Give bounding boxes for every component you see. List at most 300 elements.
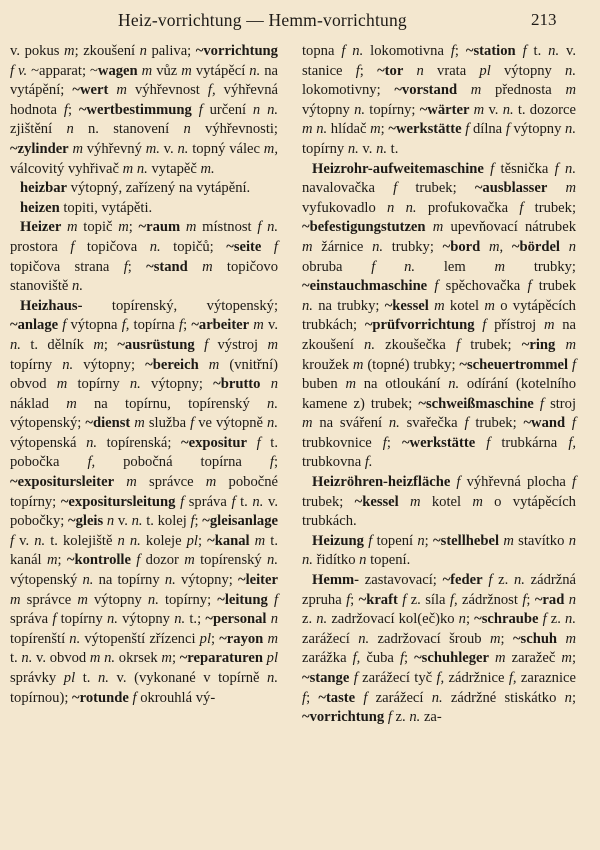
translation-text: místnost <box>196 219 258 236</box>
grammar-label: m <box>208 356 220 373</box>
running-head: Heiz-vorrichtung — Hemm-vorrichtung <box>118 10 407 30</box>
translation-text: , <box>499 238 512 255</box>
translation-text: profukovačka <box>416 199 520 216</box>
headword: ~rad <box>534 591 565 608</box>
translation-text: řidítko <box>312 552 360 569</box>
grammar-label: f <box>179 317 184 334</box>
grammar-label: n <box>183 121 191 138</box>
translation-text: správce <box>20 591 78 608</box>
translation-text: v. (vykonané v topírně <box>108 670 268 686</box>
translation-text: na vytápění; <box>10 62 278 99</box>
grammar-label: f <box>198 101 203 118</box>
translation-text: lokomotivna <box>363 43 451 59</box>
translation-text: trubkárna <box>490 434 569 451</box>
translation-text: ; <box>171 650 180 667</box>
grammar-label: f <box>346 591 351 608</box>
grammar-label: n. <box>177 140 189 157</box>
headword: ~stellhebel <box>433 532 500 549</box>
translation-text <box>403 63 416 79</box>
translation-text <box>547 180 565 196</box>
translation-text: trubek; <box>523 199 576 216</box>
grammar-label: m <box>489 630 501 647</box>
grammar-label: f <box>231 493 236 510</box>
translation-text: z. síla <box>406 591 450 608</box>
translation-text: spěchovačka <box>438 278 528 295</box>
translation-text: zarážecí <box>367 689 432 706</box>
grammar-label: n. <box>358 630 370 647</box>
grammar-label: f <box>450 43 455 59</box>
translation-text: stroj <box>543 395 577 412</box>
grammar-label: n. <box>149 238 161 255</box>
translation-text: topič <box>77 219 119 236</box>
grammar-label: n. <box>69 630 81 647</box>
headword: ~leiter <box>238 572 278 589</box>
grammar-label: n <box>458 611 466 628</box>
grammar-label: f v. <box>10 62 28 79</box>
grammar-label: m <box>473 101 485 118</box>
headword: ~werkstätte <box>388 121 462 138</box>
translation-text <box>199 357 209 373</box>
translation-text <box>247 435 257 451</box>
grammar-label: m n. <box>89 650 116 667</box>
headword: heizen <box>20 199 60 216</box>
grammar-label: f <box>522 591 527 608</box>
headword: Heizröhren-heizfläche <box>312 474 451 491</box>
grammar-label: f n. <box>341 43 364 59</box>
translation-text <box>192 102 199 118</box>
headword: ~taste <box>318 689 356 706</box>
translation-text: vrata <box>423 62 480 79</box>
headword: ~schraube <box>474 611 539 628</box>
grammar-label: f <box>382 434 387 451</box>
grammar-label: m <box>93 336 104 353</box>
translation-text: topičů; <box>160 238 227 255</box>
grammar-label: n. <box>62 356 74 373</box>
translation-text: správa <box>10 611 53 628</box>
headword: ~seite <box>226 238 262 255</box>
grammar-label: n. <box>129 376 141 393</box>
translation-text: výtopenský <box>10 572 83 589</box>
grammar-label: m <box>77 591 88 608</box>
grammar-label: f <box>269 454 274 471</box>
translation-text: v. obvod <box>32 650 90 667</box>
grammar-label: f <box>387 709 392 726</box>
translation-text: v. stanice <box>302 43 577 79</box>
grammar-label: m n. <box>302 121 328 138</box>
translation-text: na trubky; <box>312 297 385 314</box>
translation-text: trubek; <box>397 180 475 197</box>
translation-text: ; <box>211 630 220 647</box>
grammar-label: pl <box>266 650 279 667</box>
translation-text: ; <box>57 552 67 569</box>
headword: Heizhaus- <box>20 297 83 314</box>
grammar-label: m <box>202 258 213 275</box>
grammar-label: f n. <box>554 160 576 177</box>
translation-text: z. <box>302 611 317 628</box>
headword: ~vorrichtung <box>302 709 385 726</box>
translation-text: ; <box>194 513 203 530</box>
grammar-label: f <box>204 336 209 353</box>
grammar-label: f, <box>121 317 130 334</box>
translation-text: ve výtopně <box>194 415 268 432</box>
headword: ~anlage <box>10 317 59 334</box>
translation-text: ; <box>359 62 378 79</box>
grammar-label: n. <box>364 336 375 353</box>
grammar-label: m <box>565 336 577 353</box>
headword: ~wand <box>523 415 566 432</box>
grammar-label: m <box>345 376 356 393</box>
translation-text: ; <box>306 689 319 706</box>
translation-text: v. <box>358 140 377 157</box>
grammar-label: n. <box>249 62 261 79</box>
grammar-label: f <box>482 317 487 334</box>
headword: Heizung <box>312 532 364 549</box>
headword: ~zylinder <box>10 140 69 157</box>
grammar-label: n. <box>131 513 143 530</box>
grammar-label: f <box>353 670 358 686</box>
translation-text: zarážecí tyč <box>357 670 437 686</box>
translation-text: žárnice <box>312 238 373 255</box>
grammar-label: n. <box>302 297 313 314</box>
translation-text: výhřevnosti; <box>190 121 278 138</box>
translation-text: zádržné stiskátko <box>442 689 565 706</box>
grammar-label: n. <box>147 591 159 608</box>
grammar-label: f <box>456 474 461 491</box>
translation-text: na topírnu, topírenský <box>76 395 268 412</box>
translation-text: buben <box>302 376 346 393</box>
translation-text: topení. <box>366 552 411 569</box>
grammar-label: m <box>565 180 577 197</box>
headword: ~wärter <box>419 101 470 118</box>
grammar-label: m <box>302 238 313 255</box>
headword: ~personal <box>205 611 267 628</box>
grammar-label: m <box>56 376 68 393</box>
entry-continuation <box>10 42 278 179</box>
grammar-label: f <box>399 650 404 667</box>
translation-text: okrouhlá vý- <box>136 689 216 706</box>
headword: ~dienst <box>85 415 131 432</box>
grammar-label: f <box>355 62 360 79</box>
grammar-label: n. <box>267 552 278 569</box>
translation-text: vyfukovadlo <box>302 199 388 216</box>
grammar-label: m <box>494 258 506 275</box>
grammar-label: n. <box>86 434 98 451</box>
translation-text: výtopny <box>117 611 175 628</box>
grammar-label: f <box>368 532 373 549</box>
grammar-label: f <box>539 395 544 412</box>
headword: ~werkstätte <box>401 434 476 451</box>
headword: ~ausblasser <box>474 180 548 197</box>
headword: ~kanal <box>207 532 250 549</box>
grammar-label: m, <box>263 140 278 157</box>
headword: ~gleisanlage <box>202 513 278 530</box>
grammar-label: n. <box>354 101 366 118</box>
grammar-label: n <box>564 689 572 706</box>
dictionary-entry <box>10 297 278 708</box>
translation-text <box>560 239 569 255</box>
grammar-label: m <box>161 650 172 667</box>
translation-text <box>555 337 565 353</box>
grammar-label: n. <box>267 395 278 412</box>
headword: ~kontrolle <box>66 552 131 569</box>
grammar-label: n <box>270 376 278 393</box>
headword: ~schuh <box>512 630 558 647</box>
translation-text: lem <box>415 258 495 275</box>
translation-text: ; <box>571 650 576 667</box>
translation-text: zastavovací; <box>359 572 443 589</box>
translation-text: těsnička <box>494 160 555 177</box>
grammar-label: f <box>190 513 195 530</box>
translation-text: ; <box>380 121 389 138</box>
grammar-label: f <box>63 101 68 118</box>
translation-text: ; <box>197 532 208 549</box>
headword: ~vorrichtung <box>195 43 278 59</box>
translation-text: výtopenská <box>10 434 87 451</box>
translation-text: o vytápěcích trubkách; <box>302 297 576 334</box>
grammar-label: m <box>432 219 444 236</box>
translation-text: obruba <box>302 258 372 275</box>
translation-text: válcovitý vyhřivač <box>10 160 123 177</box>
translation-text: zádržnost <box>457 591 523 608</box>
headword: ~bord <box>442 238 481 255</box>
grammar-label: f <box>402 591 407 608</box>
headword: heizbar <box>20 180 68 197</box>
grammar-label: n. <box>565 62 576 79</box>
grammar-label: n. <box>267 670 278 686</box>
grammar-label: n n. <box>117 532 141 549</box>
grammar-label: m <box>181 62 192 79</box>
grammar-label: f, <box>87 454 96 471</box>
grammar-label: pl <box>199 630 212 647</box>
translation-text: správce <box>136 474 206 491</box>
translation-text: dozor <box>140 552 185 569</box>
translation-text: o vytápěcích trubkách. <box>302 493 576 530</box>
grammar-label: f <box>363 689 368 706</box>
grammar-label: n. <box>10 336 21 353</box>
grammar-label: m <box>472 493 483 510</box>
translation-text: topírenský, výtopenský; <box>82 297 278 314</box>
grammar-label: f <box>464 415 469 432</box>
grammar-label: f <box>571 474 576 491</box>
translation-text: topení <box>372 532 418 549</box>
headword: ~scheuertrommel <box>459 356 569 373</box>
translation-text: topný válec <box>188 140 264 157</box>
translation-text: lokomotivny; <box>302 82 395 99</box>
grammar-label: m <box>410 493 421 510</box>
translation-text <box>261 239 274 255</box>
grammar-label: m <box>495 650 506 667</box>
entry-continuation <box>302 42 576 160</box>
translation-text: t. kolejiště <box>45 532 118 549</box>
grammar-label: m <box>543 317 555 334</box>
headword: ~tor <box>377 62 404 79</box>
translation-text: topírna <box>129 317 180 334</box>
translation-text: na zkoušení <box>302 317 576 353</box>
translation-text: určení <box>202 101 253 118</box>
grammar-label: n. <box>106 611 118 628</box>
right-column <box>302 42 576 728</box>
translation-text: topiti, vytápěti. <box>59 199 153 216</box>
grammar-label: f <box>273 591 278 608</box>
grammar-label: n. <box>347 140 359 157</box>
translation-text: trubek; <box>468 415 524 432</box>
translation-text: topírenský <box>194 552 268 569</box>
translation-text: trubek; <box>302 493 355 510</box>
translation-text <box>475 435 486 451</box>
translation-text: topírny <box>56 611 107 628</box>
headword: ~arbeiter <box>191 317 250 334</box>
grammar-label: n. <box>548 43 560 59</box>
headword: ~vorstand <box>394 82 458 99</box>
translation-text: trubky; <box>383 238 443 255</box>
headword: ~expositursleiter <box>10 474 115 491</box>
translation-text: vůz <box>152 62 182 79</box>
translation-text <box>195 337 204 353</box>
grammar-label: n. <box>267 415 278 432</box>
translation-text: výtopny <box>490 62 566 79</box>
translation-text: zadržovací kol(eč)ko <box>327 611 459 628</box>
grammar-label: m <box>488 238 500 255</box>
translation-text: topičova <box>74 238 150 255</box>
headword: ~schweißmaschine <box>418 395 534 412</box>
grammar-label: m <box>565 630 577 647</box>
dictionary-entry <box>302 160 576 474</box>
grammar-label: n n. <box>387 199 417 216</box>
grammar-label: f, <box>436 670 445 686</box>
grammar-label: n <box>568 591 577 608</box>
grammar-label: n. <box>409 709 421 726</box>
grammar-label: m <box>205 474 217 491</box>
grammar-label: f <box>434 278 439 295</box>
grammar-label: f, <box>568 434 577 451</box>
translation-text: svařečka <box>399 415 465 432</box>
translation-text: v. pobočky; <box>10 493 278 530</box>
translation-text: ; <box>404 650 415 667</box>
translation-text: topírny <box>302 140 348 157</box>
grammar-label: n <box>270 611 278 628</box>
page-header <box>0 6 600 36</box>
translation-text: t. <box>10 650 22 667</box>
grammar-label: n. <box>513 572 525 589</box>
translation-text: topna <box>302 43 342 59</box>
translation-text: kroužek <box>302 356 353 373</box>
translation-text: správky <box>10 670 64 686</box>
grammar-label: n. <box>502 101 514 118</box>
grammar-label: m <box>503 532 514 549</box>
translation-text: ~apparat; ~ <box>27 62 98 79</box>
translation-text: přístroj <box>486 317 544 334</box>
grammar-label: f <box>256 434 261 451</box>
headword: ~brutto <box>213 376 261 393</box>
grammar-label: m <box>561 650 572 667</box>
translation-text: na sváření <box>312 415 389 432</box>
headword: ~ring <box>521 336 556 353</box>
grammar-label: f, <box>449 591 458 608</box>
grammar-label: m <box>267 630 278 647</box>
grammar-label: m. <box>145 140 160 157</box>
translation-text: n. stanovení <box>73 121 184 138</box>
translation-text: upevňovací nátrubek <box>443 219 576 236</box>
grammar-label: n. <box>565 611 576 628</box>
headword: ~schuhleger <box>414 650 489 667</box>
translation-text: zarážka <box>302 650 353 667</box>
translation-text <box>426 219 433 235</box>
grammar-label: m <box>434 297 445 314</box>
translation-text: kotel <box>420 493 473 510</box>
grammar-label: m <box>118 219 129 236</box>
translation-text: ; <box>465 611 475 628</box>
headword: ~prüfvorrichtung <box>364 317 475 334</box>
translation-text: t. kanál <box>10 532 278 569</box>
grammar-label: n. <box>98 670 109 686</box>
headword: ~rayon <box>219 630 264 647</box>
dictionary-entry <box>10 218 278 296</box>
headword: ~kessel <box>384 297 429 314</box>
grammar-label: m <box>565 82 576 99</box>
grammar-label: m <box>370 121 381 138</box>
translation-text: služba <box>144 415 191 432</box>
translation-text: topírny <box>10 356 63 373</box>
grammar-label: m n. <box>122 160 148 177</box>
grammar-label: f <box>519 199 524 216</box>
headword: ~wert <box>72 82 109 99</box>
headword: ~leitung <box>217 591 268 608</box>
headword: ~bördel <box>511 238 560 255</box>
grammar-label: m <box>254 532 266 549</box>
translation-text: výtopenský; <box>10 415 86 432</box>
translation-text: výtopny; <box>140 376 214 393</box>
translation-text: ; <box>127 258 147 275</box>
headword: ~station <box>465 43 516 59</box>
translation-text: koleje <box>140 532 187 549</box>
translation-text: t. kolej <box>142 513 191 530</box>
grammar-label: f <box>123 258 128 275</box>
grammar-label: f <box>486 434 491 451</box>
headword: ~raum <box>138 219 181 236</box>
translation-text: ; <box>183 317 192 334</box>
grammar-label: n. <box>164 572 176 589</box>
translation-text: správa <box>184 493 232 510</box>
grammar-label: f <box>542 611 547 628</box>
grammar-label: f, <box>207 82 216 99</box>
translation-text: topičova strana <box>10 258 124 275</box>
translation-text: pobočné topírny; <box>10 474 278 510</box>
translation-text: výhřevný <box>83 140 146 157</box>
translation-text: ; <box>273 454 278 471</box>
translation-text: v. <box>263 317 278 334</box>
headword: ~stange <box>302 670 350 686</box>
grammar-label: m <box>67 219 78 236</box>
grammar-label: m <box>184 552 195 569</box>
translation-text: v. <box>159 140 178 157</box>
headword: ~ausrüstung <box>117 336 195 353</box>
translation-text: ; <box>571 689 576 706</box>
grammar-label: m <box>302 415 313 432</box>
headword: Heizrohr-aufweitemaschine <box>312 160 484 177</box>
translation-text: t. pobočka <box>10 434 278 471</box>
grammar-label: m <box>10 591 21 608</box>
translation-text: zaraznice <box>516 670 576 686</box>
grammar-label: f <box>62 317 67 334</box>
translation-text: výtopny; <box>73 356 146 373</box>
headword: ~wertbestimmung <box>78 101 192 118</box>
grammar-label: pl <box>479 62 491 79</box>
grammar-label: f <box>273 238 278 255</box>
translation-text: prostora <box>10 238 71 255</box>
translation-text: (vnitřní) obvod <box>10 356 278 393</box>
grammar-label: f <box>10 532 15 549</box>
translation-text: trubkovnice <box>302 434 383 451</box>
